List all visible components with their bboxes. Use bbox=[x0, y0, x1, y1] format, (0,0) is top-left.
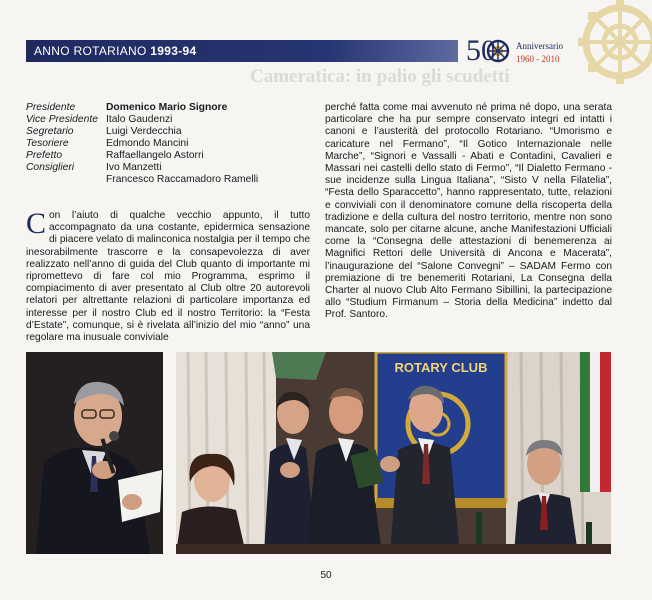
officer-role: Presidente bbox=[26, 102, 76, 113]
officer-name: Luigi Verdecchia bbox=[106, 126, 182, 137]
officer-name: Edmondo Mancini bbox=[106, 138, 189, 149]
officer-name: Italo Gaudenzi bbox=[106, 114, 173, 125]
header-band bbox=[26, 40, 458, 62]
body-column-right bbox=[325, 102, 612, 322]
anniversary-years: 1960 - 2010 bbox=[516, 54, 560, 64]
officers-list bbox=[26, 102, 258, 186]
rotary-wheel-watermark-icon bbox=[568, 0, 652, 90]
anniversary-number: 50 bbox=[466, 34, 496, 67]
ghost-headline: Cameratica: in palio gli scudetti bbox=[250, 66, 510, 87]
officer-role bbox=[26, 174, 106, 186]
rotary-gear-icon bbox=[486, 39, 510, 63]
officer-row bbox=[26, 126, 258, 138]
officer-role: Prefetto bbox=[26, 150, 63, 161]
officer-role: Segretario bbox=[26, 126, 74, 137]
officer-name: Raffaellangelo Astorri bbox=[106, 150, 204, 161]
officer-name: Francesco Raccamadoro Ramelli bbox=[106, 174, 259, 185]
banner-text: ROTARY CLUB bbox=[394, 360, 488, 375]
officer-row bbox=[26, 162, 258, 174]
officer-name: Ivo Manzetti bbox=[106, 162, 162, 173]
photo-speaker-image bbox=[26, 352, 163, 554]
body-text-left: on l’aiuto di qualche vecchio appunto, il tutto accompagnato da una costante, epidermica sensazione di piacere velato di malinconica nostalgia per il tempo che inesorabilmente trascorre e la consapevolezza di aver realizzato nell’anno di guida del Club quanto di importante mi ripromettevo di fare col mio Programma, esprimo il compiacimento di aver presentato al Club oltre 20 autorevoli relatori per altrettante relazioni di particolare importanza ed interesse per il nostro Club ed il nostro Territorio: la “Festa d’Estate”, comunque, si è rivelata all’inizio del mio “anno” una regolare ma inusuale conviviale bbox=[26, 210, 310, 344]
officer-row bbox=[26, 138, 258, 150]
drop-cap: C bbox=[26, 207, 47, 240]
photo-ceremony bbox=[176, 352, 611, 554]
officer-row bbox=[26, 150, 258, 162]
photo-speaker bbox=[26, 352, 163, 554]
officer-row bbox=[26, 174, 258, 186]
photo-ceremony-image bbox=[176, 352, 611, 554]
officer-row bbox=[26, 102, 258, 114]
officer-role: Consiglieri bbox=[26, 162, 75, 173]
page-number: 50 bbox=[320, 570, 332, 581]
officer-role: Vice Presidente bbox=[26, 114, 98, 125]
anniversary-text bbox=[516, 40, 563, 66]
header-label-years: 1993-94 bbox=[150, 44, 197, 58]
anniversary-title: Anniversario bbox=[516, 41, 563, 51]
officer-name: Domenico Mario Signore bbox=[106, 102, 228, 113]
body-column-left bbox=[26, 207, 310, 344]
header-label-prefix: ANNO ROTARIANO bbox=[34, 44, 147, 58]
header-title bbox=[34, 44, 196, 58]
anniversary-logo bbox=[466, 36, 576, 70]
officer-row bbox=[26, 114, 258, 126]
officer-role: Tesoriere bbox=[26, 138, 69, 149]
body-text-right: perché fatta come mai avvenuto né prima né dopo, una serata particolare che ha pur sempre conservato integri ed intatti i canoni e l’austerità del protocollo Rotariano. “Umorismo e caricature nel Fermano”, “Il Gotico Internazionale nelle Marche”, “Signori e Vassalli - Abati e Contadini, Cavalieri e Massari nei castelli dello stato di Fermo”, “Il Dialetto Fermano - sue incidenze sulla Lingua Italiana”, “Sisto V nella Filatelia”, “Festa dello Sparaccetto”, hanno rappresentato, tutte, relazioni e conviviali con il denominatore comune della riscoperta della tradizione e della cultura del nostro territorio, mentre non sono mancate, solo per citarne alcune, anche Manifestazioni Ufficiali come la “Consegna delle attestazioni di benemerenza ai Magnifici Rettori delle Università di Ancona e Macerata”, l’inaugurazione del “Salone Convegni” – SADAM Fermo con premiazione di tre benemeriti Rotariani, La Consegna della Charter al nuovo Club Alto Fermano Sibillini, la partecipazione allo “Studium Firmanum – Storia della Medicina” indetto dal Prof. Santoro. bbox=[325, 102, 612, 321]
